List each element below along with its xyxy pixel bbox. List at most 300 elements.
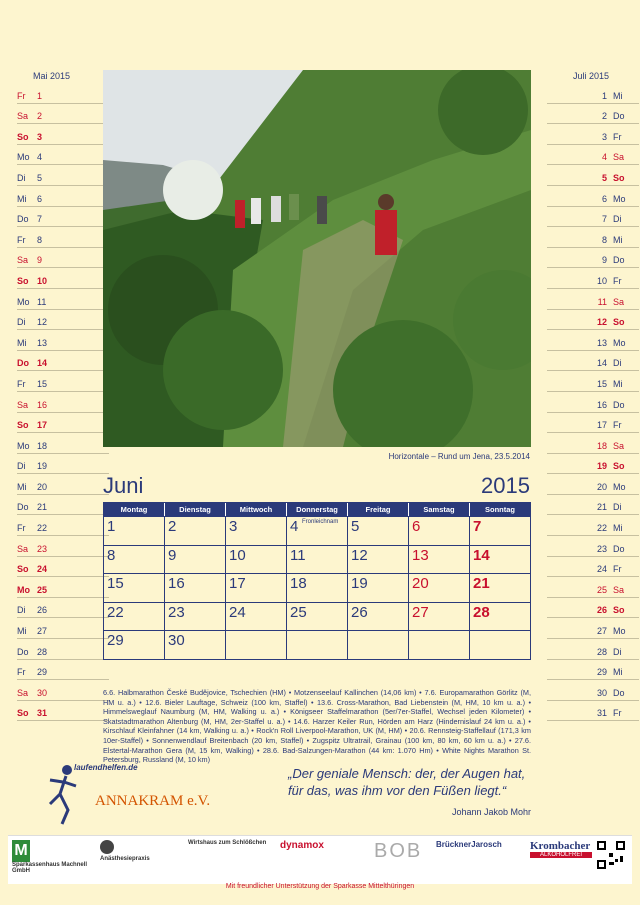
- calendar-day-cell: [104, 546, 165, 574]
- side-day-name: Di: [613, 358, 622, 369]
- calendar-day-cell: [104, 517, 165, 545]
- side-day-name: Mo: [613, 193, 626, 204]
- side-day-number: 1: [37, 90, 43, 101]
- weekday-header: [104, 503, 530, 516]
- calendar-day-number: 7: [473, 518, 482, 535]
- side-day-name: Mo: [17, 152, 30, 163]
- side-day-number: 27: [37, 626, 48, 637]
- sponsor-logo: [280, 840, 368, 880]
- side-day-number: 30: [596, 687, 607, 698]
- side-day-row: [17, 680, 109, 701]
- side-day-number: 14: [596, 358, 607, 369]
- side-day-name: Fr: [613, 708, 622, 719]
- side-day-number: 15: [596, 378, 607, 389]
- quote-author: Johann Jakob Mohr: [451, 807, 531, 817]
- side-day-name: Fr: [17, 234, 26, 245]
- side-day-name: Di: [17, 172, 26, 183]
- side-day-row: [17, 392, 109, 413]
- side-day-number: 3: [601, 131, 607, 142]
- side-day-number: 2: [601, 111, 607, 122]
- side-day-name: Mo: [613, 481, 626, 492]
- calendar-day-cell: [226, 546, 287, 574]
- calendar-day-cell: [165, 517, 226, 545]
- side-day-row: [547, 310, 639, 331]
- side-calendar-may: [17, 70, 109, 721]
- calendar-day-cell: [470, 546, 530, 574]
- sponsor-name: Sparkassenhaus Machnell GmbH: [12, 862, 88, 874]
- laufend-helfen-text: laufendhelfen.de: [74, 763, 138, 772]
- calendar-day-number: 13: [412, 546, 429, 564]
- side-day-row: [17, 660, 109, 681]
- side-day-number: 31: [37, 708, 48, 719]
- calendar-day-cell: [165, 574, 226, 602]
- calendar-week-row: [104, 516, 530, 545]
- side-day-row: [17, 454, 109, 475]
- calendar-day-cell: [104, 631, 165, 659]
- calendar-day-cell: [226, 574, 287, 602]
- sponsor-name: Wirtshaus zum Schlößchen: [188, 840, 267, 846]
- calendar-day-number: 15: [107, 575, 124, 592]
- side-day-number: 3: [37, 131, 43, 142]
- side-day-row: [547, 371, 639, 392]
- side-day-number: 12: [37, 317, 48, 328]
- qr-code-icon: [596, 840, 628, 880]
- calendar-day-cell: [226, 631, 287, 659]
- side-day-number: 14: [37, 358, 48, 369]
- side-day-name: Do: [613, 687, 625, 698]
- side-day-name: Mi: [613, 378, 623, 389]
- side-day-row: [17, 165, 109, 186]
- side-day-number: 20: [37, 481, 48, 492]
- calendar-day-cell: [409, 603, 470, 631]
- side-day-number: 9: [601, 255, 607, 266]
- side-day-name: So: [613, 172, 625, 183]
- side-day-number: 1: [601, 90, 607, 101]
- side-day-name: Mo: [17, 296, 30, 307]
- calendar-day-cell: [348, 574, 409, 602]
- side-day-row: [547, 186, 639, 207]
- side-day-number: 23: [37, 543, 48, 554]
- side-day-name: Mo: [613, 626, 626, 637]
- calendar-day-number: 18: [290, 575, 307, 592]
- side-day-number: 10: [596, 275, 607, 286]
- side-day-row: [547, 104, 639, 125]
- calendar-week-row: [104, 602, 530, 631]
- side-day-row: [17, 618, 109, 639]
- side-day-number: 18: [596, 440, 607, 451]
- side-day-number: 22: [596, 523, 607, 534]
- side-day-name: Fr: [17, 523, 26, 534]
- calendar-day-cell: [409, 546, 470, 574]
- side-day-row: [547, 207, 639, 228]
- side-day-number: 19: [37, 461, 48, 472]
- side-day-number: 23: [596, 543, 607, 554]
- side-day-name: Do: [17, 358, 29, 369]
- side-calendar-july: [547, 70, 639, 721]
- side-day-name: Do: [613, 399, 625, 410]
- side-day-number: 4: [601, 152, 607, 163]
- calendar-day-cell: [470, 517, 530, 545]
- side-day-row: [547, 433, 639, 454]
- calendar-day-cell: [409, 517, 470, 545]
- calendar-day-number: 16: [168, 575, 185, 592]
- weekday-label: Mittwoch: [226, 503, 287, 516]
- side-day-row: [17, 330, 109, 351]
- side-day-number: 24: [596, 564, 607, 575]
- side-day-row: [547, 618, 639, 639]
- side-day-number: 20: [596, 481, 607, 492]
- side-day-row: [17, 701, 109, 722]
- calendar-day-number: 23: [168, 603, 185, 621]
- side-day-name: Sa: [17, 255, 29, 266]
- month-title: Juni: [103, 473, 144, 498]
- side-day-name: Fr: [613, 564, 622, 575]
- calendar-day-cell: [287, 631, 348, 659]
- side-day-name: Mo: [17, 584, 30, 595]
- side-month-title: Juli 2015: [572, 71, 609, 81]
- m-logo-icon: M: [12, 840, 30, 862]
- calendar-day-number: 1: [107, 518, 116, 535]
- calendar-day-number: 8: [107, 546, 116, 564]
- side-day-row: [17, 289, 109, 310]
- sponsor-subtitle: ALKOHOLFREI: [530, 852, 592, 858]
- side-day-name: Sa: [613, 440, 625, 451]
- calendar-day-number: 9: [168, 546, 177, 564]
- calendar-day-number: 25: [290, 603, 307, 621]
- side-day-row: [547, 515, 639, 536]
- calendar-day-number: 3: [229, 518, 238, 535]
- sponsor-name: BrücknerJarosch: [436, 840, 502, 849]
- calendar-day-cell: [348, 603, 409, 631]
- side-day-number: 28: [37, 646, 48, 657]
- side-day-row: [17, 268, 109, 289]
- sponsor-logo: [100, 840, 176, 880]
- side-day-number: 16: [37, 399, 48, 410]
- side-day-number: 19: [596, 461, 607, 472]
- side-day-row: [547, 268, 639, 289]
- calendar-day-number: 24: [229, 603, 246, 621]
- side-day-name: Mi: [17, 337, 27, 348]
- side-day-name: Di: [17, 461, 26, 472]
- side-day-row: [547, 248, 639, 269]
- side-day-name: Fr: [613, 420, 622, 431]
- side-day-number: 25: [37, 584, 48, 595]
- side-day-number: 8: [601, 234, 607, 245]
- side-day-number: 11: [37, 296, 47, 307]
- weekday-label: Samstag: [409, 503, 470, 516]
- side-day-name: Di: [17, 317, 26, 328]
- quote-text: „Der geniale Mensch: der, der Augen hat, für das, was ihm vor den Füßen liegt.“: [288, 766, 526, 798]
- side-day-name: Sa: [17, 687, 29, 698]
- side-day-name: Sa: [613, 152, 625, 163]
- calendar-day-cell: [348, 631, 409, 659]
- calendar-day-number: 20: [412, 575, 429, 592]
- side-day-name: Mi: [613, 234, 623, 245]
- side-day-name: Sa: [17, 543, 29, 554]
- side-day-number: 25: [596, 584, 607, 595]
- side-day-row: [17, 310, 109, 331]
- calendar-day-cell: [470, 574, 530, 602]
- side-day-row: [547, 392, 639, 413]
- side-day-number: 21: [596, 502, 607, 513]
- calendar-day-number: 12: [351, 546, 368, 564]
- side-day-name: Sa: [17, 399, 29, 410]
- side-day-number: 10: [37, 275, 48, 286]
- calendar-day-cell: [226, 517, 287, 545]
- side-day-row: [547, 165, 639, 186]
- side-day-row: [17, 145, 109, 166]
- hiking-photo: [103, 70, 531, 447]
- sponsors-strip: [8, 835, 632, 884]
- footer-text: Mit freundlicher Unterstützung der Sparkasse Mittelthüringen: [225, 883, 415, 890]
- side-day-name: Mi: [17, 193, 27, 204]
- side-day-name: Di: [613, 646, 622, 657]
- sponsor-logo: [436, 840, 526, 880]
- year-title: 2015: [481, 473, 530, 498]
- side-day-name: Do: [613, 543, 625, 554]
- side-day-name: Do: [613, 255, 625, 266]
- side-day-name: Do: [17, 646, 29, 657]
- side-day-name: So: [613, 317, 625, 328]
- side-day-row: [547, 680, 639, 701]
- side-day-name: Mi: [613, 667, 623, 678]
- side-day-number: 5: [37, 172, 43, 183]
- calendar-day-cell: [226, 603, 287, 631]
- annakram-logo: ANNAKRAM e.V.: [95, 793, 211, 809]
- calendar-day-cell: [165, 603, 226, 631]
- calendar-day-number: 10: [229, 546, 246, 564]
- side-day-name: Di: [613, 214, 622, 225]
- calendar-day-cell: [165, 546, 226, 574]
- side-day-number: 2: [37, 111, 43, 122]
- calendar-day-cell: [287, 517, 348, 545]
- calendar-week-row: [104, 573, 530, 602]
- side-day-row: [17, 598, 109, 619]
- side-day-name: Do: [17, 502, 29, 513]
- side-day-number: 13: [596, 337, 607, 348]
- sponsor-logo: [530, 840, 592, 880]
- side-day-name: Sa: [613, 296, 625, 307]
- side-day-number: 17: [596, 420, 607, 431]
- side-day-row: [17, 433, 109, 454]
- side-day-name: So: [613, 605, 625, 616]
- side-day-row: [547, 639, 639, 660]
- side-day-number: 29: [37, 667, 48, 678]
- side-day-row: [547, 145, 639, 166]
- side-day-name: Fr: [17, 378, 26, 389]
- side-day-number: 11: [597, 296, 607, 307]
- side-day-row: [17, 227, 109, 248]
- side-day-name: Fr: [613, 131, 622, 142]
- sponsor-logo: [188, 840, 278, 880]
- calendar-week-row: [104, 545, 530, 574]
- calendar-day-number: 19: [351, 575, 368, 592]
- calendar-day-cell: [165, 631, 226, 659]
- side-day-row: [17, 474, 109, 495]
- calendar-day-number: 28: [473, 603, 490, 621]
- side-day-number: 27: [596, 626, 607, 637]
- side-day-row: [17, 639, 109, 660]
- side-day-number: 12: [596, 317, 607, 328]
- side-day-name: So: [17, 708, 29, 719]
- side-day-name: So: [17, 131, 29, 142]
- side-day-name: Sa: [613, 584, 625, 595]
- side-day-row: [547, 557, 639, 578]
- side-day-name: Mi: [17, 481, 27, 492]
- side-day-row: [17, 186, 109, 207]
- calendar-day-number: 6: [412, 518, 421, 535]
- side-day-name: Do: [613, 111, 625, 122]
- side-day-row: [17, 104, 109, 125]
- side-day-row: [17, 557, 109, 578]
- side-day-name: Di: [17, 605, 26, 616]
- side-day-number: 28: [596, 646, 607, 657]
- calendar-day-cell: [348, 517, 409, 545]
- side-day-row: [547, 227, 639, 248]
- weekday-label: Freitag: [348, 503, 409, 516]
- side-day-row: [17, 351, 109, 372]
- side-day-number: 8: [37, 234, 43, 245]
- calendar-day-number: 26: [351, 603, 368, 621]
- calendar-day-cell: [104, 574, 165, 602]
- calendar-day-cell: [104, 603, 165, 631]
- side-day-number: 16: [596, 399, 607, 410]
- side-day-number: 6: [601, 193, 607, 204]
- calendar-day-cell: [348, 546, 409, 574]
- side-day-row: [17, 577, 109, 598]
- side-day-number: 9: [37, 255, 43, 266]
- side-day-name: Mo: [613, 337, 626, 348]
- weekday-label: Montag: [104, 503, 165, 516]
- calendar-day-number: 22: [107, 603, 124, 621]
- calendar-day-cell: [470, 603, 530, 631]
- month-calendar-grid: [103, 502, 531, 660]
- side-day-number: 26: [37, 605, 48, 616]
- sponsor-logo: [12, 840, 88, 880]
- side-day-name: Di: [613, 502, 622, 513]
- calendar-day-number: 4: [290, 518, 299, 535]
- side-day-row: [547, 454, 639, 475]
- calendar-week-row: [104, 630, 530, 659]
- side-day-number: 26: [596, 605, 607, 616]
- side-day-number: 4: [37, 152, 43, 163]
- weekday-label: Sonntag: [485, 505, 515, 514]
- side-day-row: [547, 474, 639, 495]
- calendar-day-number: 14: [473, 546, 490, 564]
- calendar-day-cell: [287, 603, 348, 631]
- side-day-row: [547, 413, 639, 434]
- side-day-row: [547, 330, 639, 351]
- side-day-row: [17, 536, 109, 557]
- events-list: 6.6. Halbmarathon České Budějovice, Tschechien (HM) • Motzenseelauf Kallinchen (14,06 km) • 7.6. Europamarathon Görlitz (M, HM u. a.) • 12.6. Bieler Lauftage, Schweiz (100 km, Staffel) • 13.6. Cross-Marathon, Bad Liebenstein (M, HM, 10 km u. a.) • Himmelsweglauf Naumburg (M, HM, Walking u. a.) • Königseer Staffelmarathon (5er/7er-Staffel, Wechsel jeden Kilometer) • Skatstadtmarathon Altenburg (M, HM, 2er-Staffel u. a.) • 14.6. Harzer Keiler Run, Hörden am Harz (Hindernislauf 24 km u. a.) • Kirschlauf Kleinfahner (14 km, Walking u. a.) • Rock'n Roll Liverpool-Marathon, UK (M, HM) • 20.6. Rennsteig-Staffellauf (171,3 km 10er-Staffel) • Sonnenwendlauf Breitenbach (20 km, Staffel) • Zugspitz Ultratrail, Grainau (100 km, 80 km, 60 km u. a.) • 27.6. Elstertal-Marathon Gera (M, 15 km, Walking) • 28.6. Bad-Salzungen-Marathon (44 km: 1.070 Hm) • White Nights Marathon St. Petersburg, Russland (M, 10 km): [103, 688, 531, 765]
- calendar-day-cell: [287, 574, 348, 602]
- side-day-number: 24: [37, 564, 48, 575]
- calendar-day-number: 21: [473, 575, 490, 592]
- side-day-row: [547, 577, 639, 598]
- holiday-note: Fronleichnam: [302, 519, 339, 525]
- side-day-name: Fr: [17, 90, 26, 101]
- side-day-row: [17, 248, 109, 269]
- calendar-day-cell: [470, 631, 530, 659]
- photo-illustration: [103, 70, 531, 447]
- side-day-number: 7: [37, 214, 43, 225]
- side-day-row: [17, 413, 109, 434]
- side-day-name: Mi: [613, 90, 623, 101]
- side-day-name: So: [613, 461, 625, 472]
- side-day-number: 13: [37, 337, 48, 348]
- calendar-day-number: 2: [168, 518, 177, 535]
- side-day-row: [547, 124, 639, 145]
- side-month-title: Mai 2015: [33, 71, 71, 81]
- side-day-number: 6: [37, 193, 43, 204]
- calendar-day-cell: [409, 631, 470, 659]
- side-day-number: 30: [37, 687, 48, 698]
- sponsor-logo: [374, 840, 434, 880]
- side-day-name: So: [17, 420, 29, 431]
- calendar-day-number: 30: [168, 632, 185, 649]
- side-day-name: Mo: [17, 440, 30, 451]
- calendar-day-number: 29: [107, 632, 124, 649]
- side-day-number: 31: [596, 708, 607, 719]
- sponsor-name: Anästhesiepraxis: [100, 856, 150, 862]
- side-day-number: 15: [37, 378, 48, 389]
- side-day-name: Fr: [613, 275, 622, 286]
- side-day-number: 29: [596, 667, 607, 678]
- side-day-number: 18: [37, 440, 48, 451]
- side-day-number: 22: [37, 523, 48, 534]
- calendar-day-number: 11: [290, 546, 306, 564]
- sponsor-name: dynamox: [280, 840, 324, 851]
- calendar-day-number: 27: [412, 603, 429, 621]
- side-day-row: [17, 371, 109, 392]
- side-day-number: 21: [37, 502, 48, 513]
- photo-caption: Horizontale – Rund um Jena, 23.5.2014: [388, 452, 530, 461]
- side-day-number: 7: [601, 214, 607, 225]
- side-day-row: [17, 83, 109, 104]
- side-day-name: So: [17, 275, 29, 286]
- sponsor-name: BOB: [374, 840, 423, 862]
- calendar-day-number: 17: [229, 575, 246, 592]
- side-day-row: [17, 124, 109, 145]
- side-day-name: Mi: [17, 626, 27, 637]
- side-day-name: Do: [17, 214, 29, 225]
- side-day-row: [17, 495, 109, 516]
- calendar-day-cell: [287, 546, 348, 574]
- side-day-name: Sa: [17, 111, 29, 122]
- side-day-number: 17: [37, 420, 48, 431]
- side-day-row: [17, 207, 109, 228]
- side-day-number: 5: [601, 172, 607, 183]
- weekday-label: Donnerstag: [287, 503, 348, 516]
- side-day-name: Mi: [613, 523, 623, 534]
- side-day-row: [547, 351, 639, 372]
- calendar-day-number: 5: [351, 518, 360, 535]
- weekday-label: Dienstag: [165, 503, 226, 516]
- side-day-row: [547, 598, 639, 619]
- side-day-row: [547, 289, 639, 310]
- side-day-row: [547, 660, 639, 681]
- side-day-row: [547, 495, 639, 516]
- side-day-name: Fr: [17, 667, 26, 678]
- side-day-row: [547, 536, 639, 557]
- calendar-day-cell: [409, 574, 470, 602]
- side-day-row: [547, 701, 639, 722]
- sponsor-name: Krombacher: [530, 840, 591, 852]
- side-day-name: So: [17, 564, 29, 575]
- sponsor-icon: [100, 840, 114, 854]
- side-day-row: [547, 83, 639, 104]
- side-day-row: [17, 515, 109, 536]
